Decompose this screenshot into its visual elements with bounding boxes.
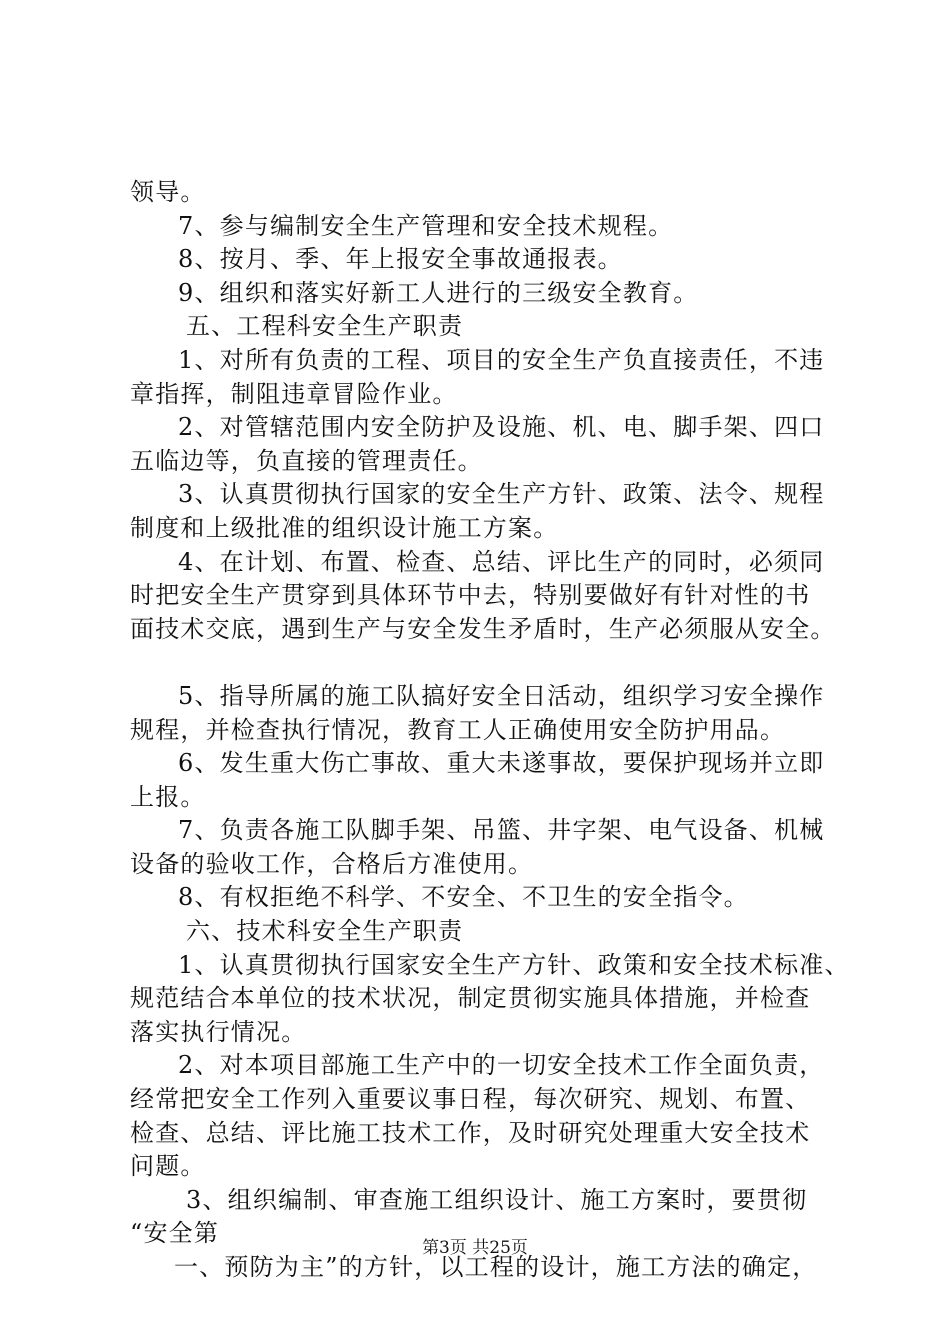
text-line: 时把安全生产贯穿到具体环节中去，特别要做好有针对性的书	[130, 581, 811, 610]
text-line: 3、组织编制、审查施工组织设计、施工方案时，要贯彻	[186, 1185, 808, 1214]
text-line: 2、对管辖范围内安全防护及设施、机、电、脚手架、四口	[178, 413, 825, 442]
text-line: 1、认真贯彻执行国家安全生产方针、政策和安全技术标准、	[178, 950, 850, 979]
section-heading: 五、工程科安全生产职责	[186, 312, 464, 341]
text-line: 3、认真贯彻执行国家的安全生产方针、政策、法令、规程	[178, 480, 825, 509]
text-line: 章指挥，制阻违章冒险作业。	[130, 379, 458, 408]
text-line: 问题。	[130, 1152, 206, 1181]
text-line: 6、发生重大伤亡事故、重大未遂事故，要保护现场并立即	[178, 749, 825, 778]
text-line: 设备的验收工作，合格后方准使用。	[130, 849, 534, 878]
text-line: 规程，并检查执行情况，教育工人正确使用安全防护用品。	[130, 715, 786, 744]
text-line: 规范结合本单位的技术状况，制定贯彻实施具体措施，并检查	[130, 984, 811, 1013]
text-line: 5、指导所属的施工队搞好安全日活动，组织学习安全操作	[178, 681, 825, 710]
text-line: 一、预防为主”的方针，以工程的设计，施工方法的确定，	[174, 1253, 818, 1281]
blank-line	[130, 646, 850, 680]
text-line: 2、对本项目部施工生产中的一切安全技术工作全面负责，	[178, 1051, 825, 1080]
text-line: 4、在计划、布置、检查、总结、评比生产的同时，必须同	[178, 547, 825, 576]
page-number-footer: 第3页 共25页	[422, 1238, 528, 1258]
text-line: 落实执行情况。	[130, 1017, 307, 1046]
text-line: 面技术交底，遇到生产与安全发生矛盾时，生产必须服从安全。	[130, 614, 836, 643]
text-line: 五临边等，负直接的管理责任。	[130, 446, 483, 475]
text-line: 制度和上级批准的组织设计施工方案。	[130, 513, 559, 542]
document-body	[130, 176, 850, 1285]
text-line: 7、参与编制安全生产管理和安全技术规程。	[178, 211, 674, 240]
text-line: 检查、总结、评比施工技术工作，及时研究处理重大安全技术	[130, 1118, 811, 1147]
text-line: “安全第	[130, 1219, 220, 1248]
text-line: 8、按月、季、年上报安全事故通报表。	[178, 245, 623, 274]
section-heading: 六、技术科安全生产职责	[186, 917, 464, 946]
text-line: 1、对所有负责的工程、项目的安全生产负直接责任，不违	[178, 345, 825, 374]
text-line: 上报。	[130, 782, 206, 811]
text-line: 经常把安全工作列入重要议事日程，每次研究、规划、布置、	[130, 1085, 811, 1114]
text-line: 9、组织和落实好新工人进行的三级安全教育。	[178, 278, 699, 307]
text-line: 领导。	[130, 178, 206, 206]
text-line: 8、有权拒绝不科学、不安全、不卫生的安全指令。	[178, 883, 749, 912]
text-line: 7、负责各施工队脚手架、吊篮、井字架、电气设备、机械	[178, 816, 825, 845]
